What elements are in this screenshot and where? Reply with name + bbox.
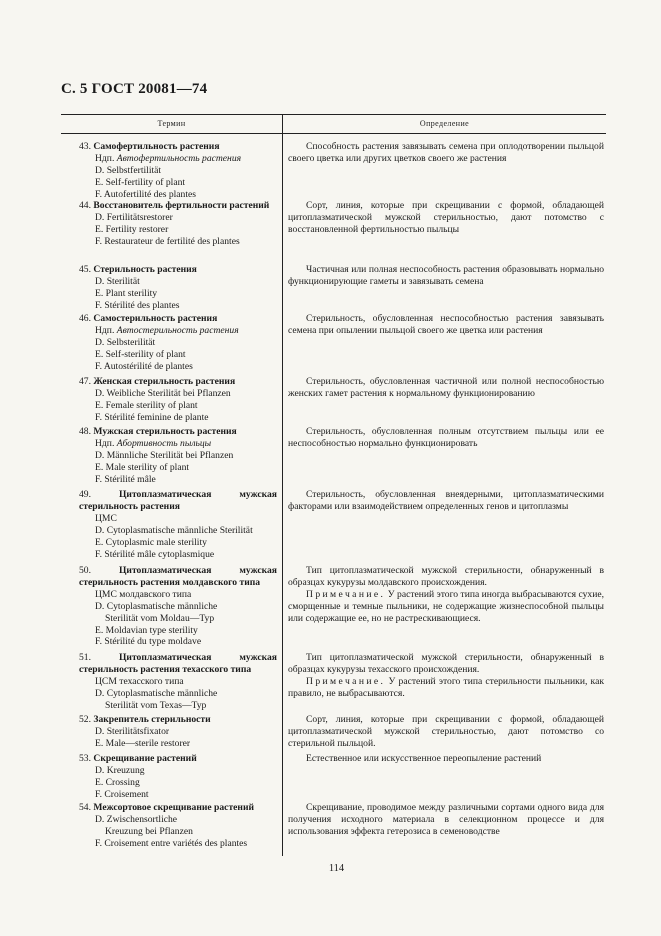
definition-cell: [282, 313, 606, 374]
term-cell: [61, 565, 282, 649]
term-abbreviation: ЦСМ техасского типа: [95, 675, 184, 687]
term-title: Самофертильность растения: [93, 141, 220, 152]
term-cell: [61, 753, 282, 800]
definition-text: Тип цитоплазматической мужской стерильности, обнаруженный в образцах кукурузы молдавского происхождения.: [288, 565, 604, 588]
german-equivalent: D. Zwischensortliche: [95, 813, 178, 825]
term-number: 53.: [79, 753, 91, 764]
ndp-term: Абортивность пыльцы: [116, 437, 212, 449]
definition-text: Сорт, линия, которые при скрещивании с формой, обладающей цитоплазматической мужской стерильностью, дают потомство с восстановленной фертильностью пыльцы: [288, 200, 604, 235]
table-row: [61, 424, 606, 486]
table-row: [61, 713, 606, 752]
definition-cell: [282, 376, 606, 424]
column-header-term: Термин: [61, 115, 283, 133]
ndp-label: Ндп.: [95, 152, 115, 164]
definition-text: Естественное или искусственное переопыление растений: [306, 753, 542, 764]
definition-text: Стерильность, обусловленная неспособностью растения завязывать семена при опылении пыльцой своего же цветка или растения: [288, 313, 604, 336]
table-header: [61, 114, 606, 134]
nonstandard-synonym: [79, 438, 277, 450]
term-cell: [61, 652, 282, 713]
term-abbreviation: ЦМС: [95, 512, 117, 524]
term-heading: [79, 565, 277, 589]
term-heading: [79, 200, 277, 212]
term-heading: [79, 313, 277, 325]
note-text: У растений этого типа стерильности пыльники, как правило, не выбрасываются.: [288, 676, 604, 699]
definition-cell: [282, 200, 606, 259]
table-row: [61, 752, 606, 800]
term-number: 43.: [79, 141, 91, 152]
term-heading: [79, 141, 277, 153]
term-cell: [61, 426, 282, 486]
term-heading: [79, 714, 277, 726]
term-cell: [61, 313, 282, 374]
term-title: Цитоплазматическая мужская стерильность растения молдавского типа: [79, 565, 277, 588]
table-row: [61, 800, 606, 856]
table-row: [61, 134, 606, 200]
table-row: [61, 374, 606, 424]
definition-note: [288, 676, 604, 700]
german-equivalent-continued: Sterilität vom Texas—Typ: [105, 699, 207, 711]
german-equivalent: D. Cytoplasmatische männliche: [95, 600, 218, 612]
term-number: 51.: [79, 652, 91, 663]
french-equivalent: F. Autofertilité des plantes: [95, 188, 197, 200]
definition-cell: [282, 802, 606, 856]
term-number: 47.: [79, 376, 91, 387]
definition-text: Стерильность, обусловленная внеядерными, цитоплазматическими факторами или взаимодействием определенных генов и цитоплазмы: [288, 489, 604, 512]
page-number: 114: [328, 863, 345, 874]
german-equivalent: D. Fertilitätsrestorer: [95, 211, 173, 223]
definition-text: Способность растения завязывать семена при оплодотворении пыльцой своего цветка или других цветков своего же растения: [288, 141, 604, 164]
french-equivalent: F. Autostérilité de plantes: [95, 360, 193, 372]
term-number: 50.: [79, 565, 91, 576]
term-heading: [79, 264, 277, 276]
column-header-definition: Определение: [419, 119, 470, 128]
term-cell: [61, 376, 282, 424]
german-equivalent: D. Weibliche Sterilität bei Pflanzen: [95, 387, 231, 399]
term-heading: [79, 802, 277, 814]
term-heading: [79, 426, 277, 438]
term-cell: [61, 714, 282, 752]
definition-text: Тип цитоплазматической мужской стерильности, обнаруженный в образцах кукурузы техасского происхождения.: [288, 652, 604, 675]
term-cell: [61, 264, 282, 310]
english-equivalent: E. Plant sterility: [95, 287, 158, 299]
french-equivalent: F. Croisement: [95, 788, 149, 800]
definition-text: Частичная или полная неспособность растения образовывать нормально функционирующие гаметы и завязывать семена: [288, 264, 604, 287]
german-equivalent-continued: Sterilität vom Moldau—Typ: [105, 612, 215, 624]
german-equivalent: D. Sterilität: [95, 275, 140, 287]
french-equivalent: F. Stérilité des plantes: [95, 299, 180, 311]
ndp-term: Автофертильность растения: [116, 152, 242, 164]
english-equivalent: E. Fertility restorer: [95, 223, 169, 235]
table-row: [61, 562, 606, 649]
english-equivalent: E. Crossing: [95, 776, 140, 788]
table-row: [61, 310, 606, 374]
term-title: Межсортовое скрещивание растений: [93, 802, 254, 813]
term-number: 45.: [79, 264, 91, 275]
english-equivalent: E. Male—sterile restorer: [95, 737, 191, 749]
english-equivalent: E. Moldavian type sterility: [95, 624, 198, 636]
term-cell: [61, 141, 282, 200]
table-row: [61, 195, 606, 259]
term-cell: [61, 489, 282, 562]
table-row: [61, 486, 606, 562]
term-title: Стерильность растения: [93, 264, 197, 275]
term-heading: [79, 753, 277, 765]
term-title: Восстановитель фертильности растений: [93, 200, 270, 211]
term-title: Самостерильность растения: [93, 313, 218, 324]
term-number: 52.: [79, 714, 91, 725]
table-row: [61, 649, 606, 713]
definition-text: Скрещивание, проводимое между различными сортами одного вида для получения исходного материала в селекционном процессе и для использования эффекта гетерозиса в семеноводстве: [288, 802, 604, 837]
english-equivalent: E. Self-sterility of plant: [95, 348, 186, 360]
note-text: У растений этого типа иногда выбрасываются сухие, сморщенные и темные пыльники, не содержащие жизнеспособной пыльцы или содержащие ее, но не растрескивающиеся.: [288, 589, 604, 624]
definition-cell: [282, 489, 606, 562]
definition-text: Стерильность, обусловленная частичной или полной неспособностью женских гамет растения к нормальному функционированию: [288, 376, 604, 399]
english-equivalent: E. Cytoplasmic male sterility: [95, 536, 207, 548]
term-title: Мужская стерильность растения: [93, 426, 237, 437]
german-equivalent: D. Sterilitätsfixator: [95, 725, 170, 737]
german-equivalent-continued: Kreuzung bei Pflanzen: [105, 825, 193, 837]
term-title: Женская стерильность растения: [93, 376, 236, 387]
term-title: Цитоплазматическая мужская стерильность растения техасского типа: [79, 652, 277, 675]
definition-cell: [282, 565, 606, 649]
definition-text: Сорт, линия, которые при скрещивании с формой, обладающей цитоплазматической мужской стерильностью, дают потомство со стерильной пыльцой.: [288, 714, 604, 749]
french-equivalent: F. Stérilité mâle: [95, 473, 156, 485]
definition-cell: [282, 426, 606, 486]
german-equivalent: D. Männliche Sterilität bei Pflanzen: [95, 449, 234, 461]
definition-text: Стерильность, обусловленная полным отсутствием пыльцы или ее неспособностью нормально функционировать: [288, 426, 604, 449]
nonstandard-synonym: [79, 325, 277, 337]
table-body: [61, 134, 606, 856]
term-heading: [79, 652, 277, 676]
french-equivalent: F. Stérilité feminine de plante: [95, 411, 209, 423]
english-equivalent: E. Male sterility of plant: [95, 461, 190, 473]
term-title: Скрещивание растений: [93, 753, 197, 764]
nonstandard-synonym: [79, 153, 277, 165]
term-heading: [79, 376, 277, 388]
definition-cell: [282, 652, 606, 713]
french-equivalent: F. Croisement entre variétés des plantes: [95, 837, 248, 849]
definition-cell: [282, 264, 606, 310]
term-abbreviation: ЦМС молдавского типа: [95, 588, 192, 600]
term-title: Закрепитель стерильности: [93, 714, 211, 725]
definition-cell: [282, 141, 606, 195]
definition-cell: [282, 714, 606, 752]
term-number: 46.: [79, 313, 91, 324]
note-label: Примечание.: [306, 589, 386, 600]
french-equivalent: F. Stérilité du type moldave: [95, 636, 202, 648]
page-header: С. 5 ГОСТ 20081—74: [61, 81, 208, 97]
definition-cell: [282, 753, 606, 800]
term-cell: [61, 200, 282, 259]
english-equivalent: E. Female sterility of plant: [95, 399, 198, 411]
term-number: 48.: [79, 426, 91, 437]
note-label: Примечание.: [306, 676, 386, 687]
french-equivalent: F. Stérilité mâle cytoplasmique: [95, 548, 215, 560]
terms-table: [61, 114, 606, 856]
english-equivalent: E. Self-fertility of plant: [95, 176, 186, 188]
ndp-term: Автостерильность растения: [116, 324, 239, 336]
term-cell: [61, 802, 282, 856]
german-equivalent: D. Cytoplasmatische männliche Sterilität: [95, 524, 253, 536]
german-equivalent: D. Selbsterilität: [95, 336, 156, 348]
term-title: Цитоплазматическая мужская стерильность растения: [79, 489, 277, 512]
ndp-label: Ндп.: [95, 324, 115, 336]
german-equivalent: D. Selbstfertilität: [95, 164, 162, 176]
term-heading: [79, 489, 277, 513]
french-equivalent: F. Restaurateur de fertilité des plantes: [95, 235, 240, 247]
definition-note: [288, 589, 604, 625]
table-row: [61, 259, 606, 310]
term-number: 54.: [79, 802, 91, 813]
term-number: 49.: [79, 489, 91, 500]
german-equivalent: D. Cytoplasmatische männliche: [95, 687, 218, 699]
german-equivalent: D. Kreuzung: [95, 764, 145, 776]
term-number: 44.: [79, 200, 91, 211]
ndp-label: Ндп.: [95, 437, 115, 449]
